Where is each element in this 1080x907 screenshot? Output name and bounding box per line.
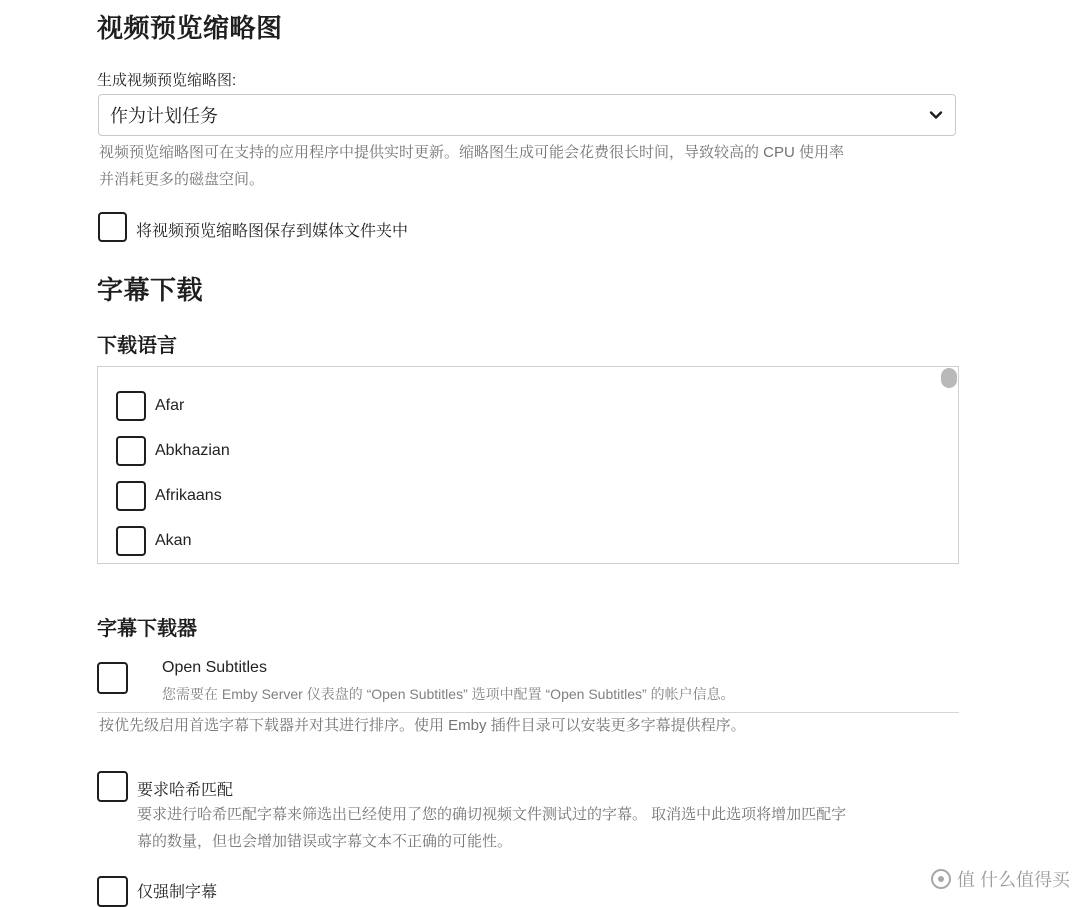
language-label: Akan (155, 532, 192, 549)
language-option-afrikaans[interactable] (116, 481, 222, 511)
thumbnails-help-text: 视频预览缩略图可在支持的应用程序中提供实时更新。缩略图生成可能会花费很长时间，导致较高的 CPU 使用率 并消耗更多的磁盘空间。 (99, 144, 845, 188)
require-hash-match-help: 要求进行哈希匹配字幕来筛选出已经使用了您的确切视频文件测试过的字幕。 取消选中此选项将增加匹配字 幕的数量，但也会增加错误或字幕文本不正确的可能性。 (137, 806, 847, 850)
thumbnails-section-title: 视频预览缩略图 (97, 13, 283, 43)
languages-scrollbar[interactable] (941, 368, 957, 388)
generate-thumbnails-select[interactable] (98, 94, 956, 136)
language-checkbox[interactable] (116, 526, 146, 556)
language-checkbox[interactable] (116, 436, 146, 466)
language-label: Afar (155, 397, 185, 414)
language-option-abkhazian[interactable] (116, 436, 230, 466)
chevron-down-icon (927, 106, 945, 124)
generate-thumbnails-label: 生成视频预览缩略图: (97, 72, 237, 89)
language-option-akan[interactable] (116, 526, 191, 556)
open-subtitles-description: 您需要在 Emby Server 仪表盘的 “Open Subtitles” 选项中配置 “Open Subtitles” 的帐户信息。 (162, 686, 735, 702)
require-hash-match-label: 要求哈希匹配 (137, 782, 234, 799)
downloaders-help-text: 按优先级启用首选字幕下载器并对其进行排序。使用 Emby 插件目录可以安装更多字幕提供程序。 (99, 717, 746, 734)
subtitle-downloaders-title: 字幕下载器 (97, 618, 197, 640)
open-subtitles-checkbox[interactable] (97, 662, 128, 694)
forced-subtitles-only-checkbox[interactable] (97, 876, 128, 907)
language-label: Afrikaans (155, 487, 222, 504)
smzdm-logo-icon (931, 869, 951, 889)
generate-thumbnails-value: 作为计划任务 (110, 106, 218, 126)
language-checkbox[interactable] (116, 481, 146, 511)
save-thumbnails-to-media-checkbox[interactable] (98, 212, 127, 242)
language-option-afar[interactable] (116, 391, 184, 421)
require-hash-match-checkbox[interactable] (97, 771, 128, 802)
download-languages-title: 下载语言 (97, 335, 177, 357)
site-watermark (931, 866, 1070, 892)
open-subtitles-name: Open Subtitles (162, 659, 267, 676)
subtitles-section-title: 字幕下载 (97, 275, 204, 305)
watermark-text: 值 什么值得买 (956, 870, 1070, 890)
save-thumbnails-to-media-label: 将视频预览缩略图保存到媒体文件夹中 (136, 223, 409, 240)
language-checkbox[interactable] (116, 391, 146, 421)
download-languages-list[interactable] (97, 366, 959, 564)
forced-subtitles-only-label: 仅强制字幕 (137, 884, 218, 901)
language-label: Abkhazian (155, 442, 230, 459)
